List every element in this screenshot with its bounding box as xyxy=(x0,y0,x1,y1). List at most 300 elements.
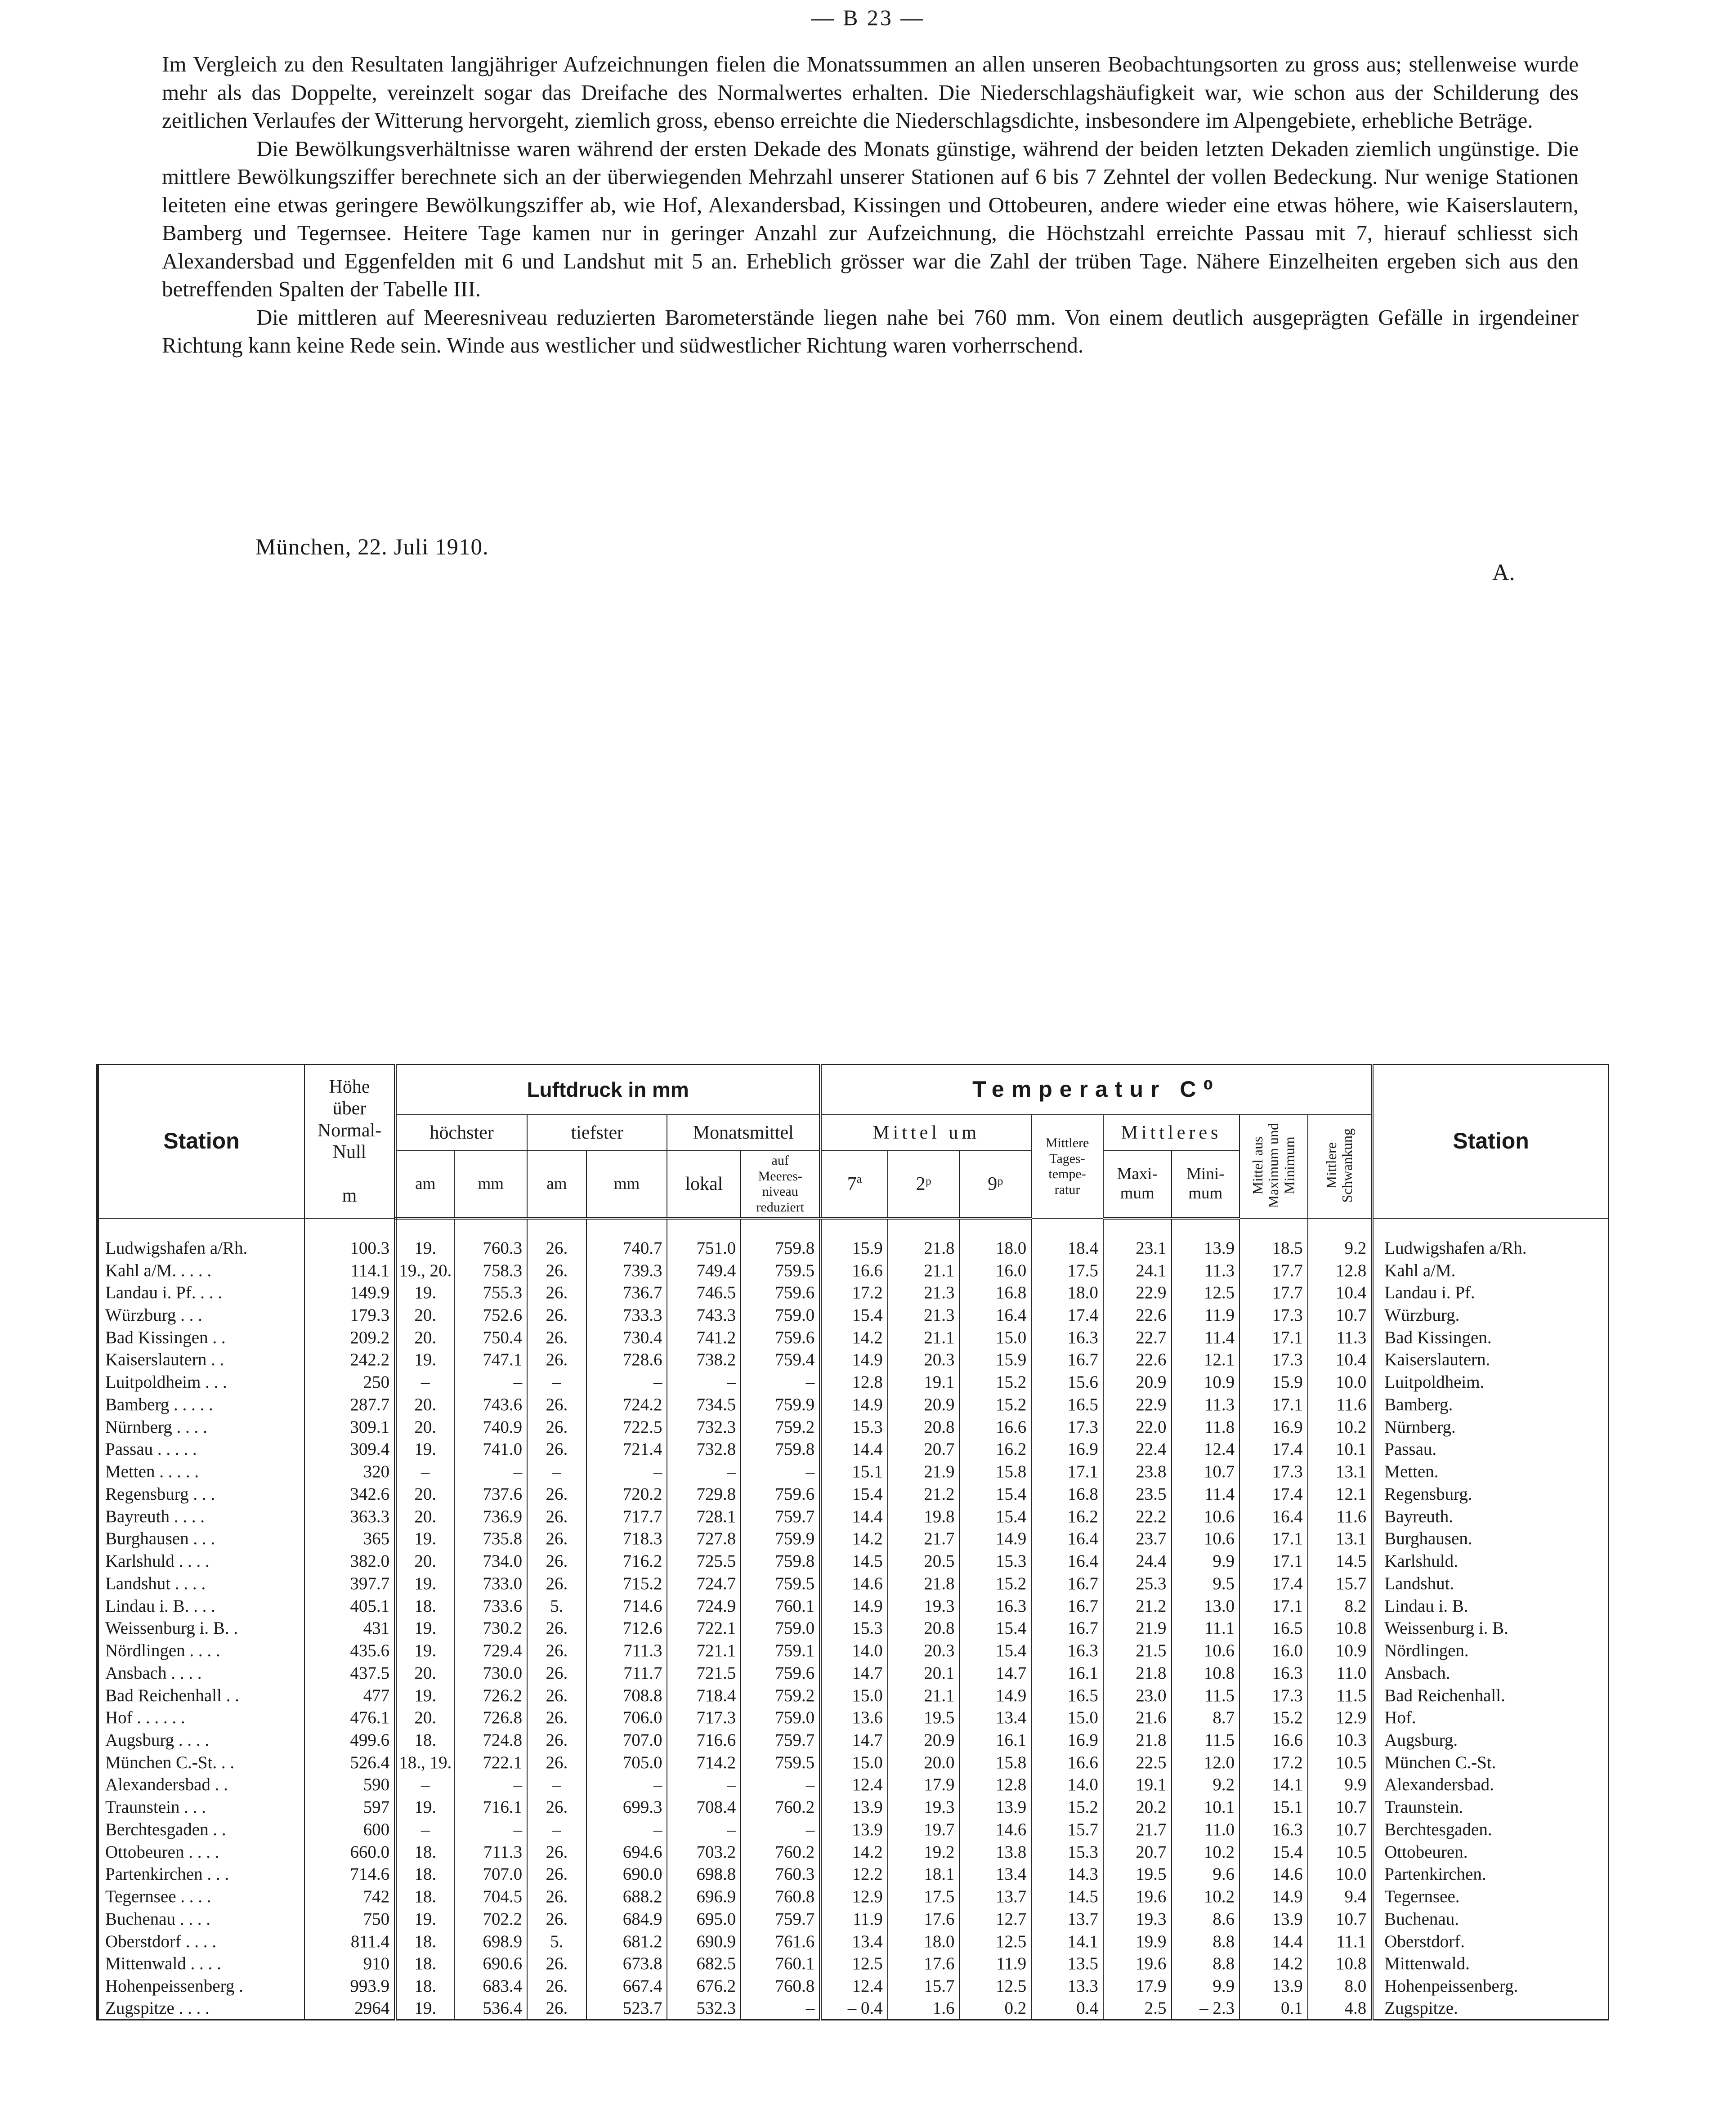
temp-7a: 12.2 xyxy=(820,1863,888,1886)
mean-local: 749.4 xyxy=(667,1259,741,1282)
signature: A. xyxy=(1492,560,1515,586)
max-pressure-day: 19. xyxy=(395,1908,454,1930)
header-mittel-aus xyxy=(1239,1115,1308,1218)
table-row xyxy=(98,1438,1609,1461)
height: 476.1 xyxy=(304,1707,395,1729)
mean-range: 9.9 xyxy=(1308,1774,1373,1796)
temp-2p: 20.7 xyxy=(888,1438,960,1461)
station-name-right: Nürnberg. xyxy=(1372,1416,1609,1438)
max-pressure-day: 19. xyxy=(395,1997,454,2020)
mean-min: 11.3 xyxy=(1172,1259,1240,1282)
temp-2p: 19.8 xyxy=(888,1505,960,1528)
header-minimum-line: Mini- xyxy=(1186,1165,1225,1184)
temp-9p: 18.0 xyxy=(959,1237,1031,1259)
mean-daily-temp: 17.1 xyxy=(1031,1461,1103,1483)
mean-sea-level: 759.5 xyxy=(741,1572,820,1595)
max-pressure: 730.2 xyxy=(454,1617,527,1640)
header-hoehe-unit: m xyxy=(342,1185,357,1206)
mean-sea-level: 759.0 xyxy=(741,1617,820,1640)
min-pressure: 712.6 xyxy=(586,1617,667,1640)
max-pressure-day: 18. xyxy=(395,1930,454,1953)
mean-max: 21.5 xyxy=(1103,1640,1172,1662)
mean-min: 8.8 xyxy=(1172,1930,1240,1953)
station-name-right: Berchtesgaden. xyxy=(1372,1819,1609,1841)
mean-sea-level: 759.5 xyxy=(741,1751,820,1774)
mean-sea-level: 759.6 xyxy=(741,1326,820,1349)
mean-max: 21.8 xyxy=(1103,1662,1172,1684)
max-pressure-day: 20. xyxy=(395,1550,454,1573)
temp-9p: 16.8 xyxy=(959,1282,1031,1304)
station-name: Zugspitze . . . . xyxy=(98,1997,304,2020)
max-pressure-day: 18. xyxy=(395,1595,454,1617)
header-tiefster: tiefster xyxy=(527,1115,667,1151)
mean-daily-temp: 15.7 xyxy=(1031,1819,1103,1841)
min-pressure: 715.2 xyxy=(586,1572,667,1595)
mean-local: – xyxy=(667,1461,741,1483)
temp-7a: 12.8 xyxy=(820,1371,888,1394)
spacer-cell xyxy=(1239,1218,1308,1237)
height: 597 xyxy=(304,1796,395,1819)
station-name-right: Bad Kissingen. xyxy=(1372,1326,1609,1349)
table-row xyxy=(98,1886,1609,1908)
max-pressure-day: 19. xyxy=(395,1237,454,1259)
min-pressure: 707.0 xyxy=(586,1729,667,1752)
header-9p: 9ᵖ xyxy=(959,1151,1031,1218)
header-mittel-aus-line: Maximum und xyxy=(1265,1122,1282,1208)
mean-min: 11.1 xyxy=(1172,1617,1240,1640)
station-name-right: Bamberg. xyxy=(1372,1394,1609,1416)
min-pressure-day: – xyxy=(527,1461,586,1483)
max-pressure-day: 20. xyxy=(395,1505,454,1528)
mean-range: 11.1 xyxy=(1308,1930,1373,1953)
min-pressure: 728.6 xyxy=(586,1349,667,1371)
mean-sea-level: 760.2 xyxy=(741,1841,820,1863)
temp-7a: 11.9 xyxy=(820,1908,888,1930)
station-name: Mittenwald . . . . xyxy=(98,1953,304,1975)
station-name: Passau . . . . . xyxy=(98,1438,304,1461)
mean-daily-temp: 16.9 xyxy=(1031,1438,1103,1461)
mean-range: 10.8 xyxy=(1308,1617,1373,1640)
header-tagestemp-line: ratur xyxy=(1054,1182,1080,1197)
max-pressure-day: 19. xyxy=(395,1572,454,1595)
mean-range: 10.7 xyxy=(1308,1819,1373,1841)
station-name-right: Würzburg. xyxy=(1372,1304,1609,1327)
temp-9p: 0.2 xyxy=(959,1997,1031,2020)
mean-min: 11.5 xyxy=(1172,1684,1240,1707)
temp-9p: 15.2 xyxy=(959,1572,1031,1595)
min-pressure-day: 26. xyxy=(527,1483,586,1506)
min-pressure-day: 26. xyxy=(527,1237,586,1259)
mean-daily-temp: 15.3 xyxy=(1031,1841,1103,1863)
max-pressure-day: 20. xyxy=(395,1326,454,1349)
min-pressure: – xyxy=(586,1461,667,1483)
mean-min: 12.1 xyxy=(1172,1349,1240,1371)
max-pressure-day: 20. xyxy=(395,1483,454,1506)
header-tagestemp-line: tempe- xyxy=(1048,1167,1086,1181)
temp-2p: 1.6 xyxy=(888,1997,960,2020)
mean-daily-temp: 16.2 xyxy=(1031,1505,1103,1528)
mean-local: 738.2 xyxy=(667,1349,741,1371)
min-pressure: 740.7 xyxy=(586,1237,667,1259)
intro-paragraph: Die mittleren auf Meeresniveau reduzierten Barometerstände liegen nahe bei 760 mm. Von einem deutlich ausgeprägten Gefälle in irgendeiner Richtung kann keine Rede sein. Winde aus westlicher und südwestlicher Richtung waren vorherrschend. xyxy=(162,304,1579,358)
temp-2p: 15.7 xyxy=(888,1975,960,1998)
height: 2964 xyxy=(304,1997,395,2020)
mean-max-min: 14.9 xyxy=(1239,1886,1308,1908)
height: 100.3 xyxy=(304,1237,395,1259)
min-pressure-day: – xyxy=(527,1819,586,1841)
min-pressure: 736.7 xyxy=(586,1282,667,1304)
max-pressure: – xyxy=(454,1371,527,1394)
temp-7a: 12.9 xyxy=(820,1886,888,1908)
mean-range: 11.6 xyxy=(1308,1394,1373,1416)
mean-range: 9.2 xyxy=(1308,1237,1373,1259)
station-name: Bamberg . . . . . xyxy=(98,1394,304,1416)
height: 363.3 xyxy=(304,1505,395,1528)
mean-sea-level: 759.9 xyxy=(741,1394,820,1416)
mean-sea-level: 759.8 xyxy=(741,1550,820,1573)
station-name-right: Nördlingen. xyxy=(1372,1640,1609,1662)
height: 600 xyxy=(304,1819,395,1841)
station-name-right: Oberstdorf. xyxy=(1372,1930,1609,1953)
mean-local: 729.8 xyxy=(667,1483,741,1506)
height: 382.0 xyxy=(304,1550,395,1573)
station-name: Ansbach . . . . xyxy=(98,1662,304,1684)
temp-9p: 12.5 xyxy=(959,1930,1031,1953)
mean-max-min: 17.7 xyxy=(1239,1282,1308,1304)
min-pressure-day: 26. xyxy=(527,1997,586,2020)
station-name-right: Alexandersbad. xyxy=(1372,1774,1609,1796)
intro-paragraph: Die Bewölkungsverhältnisse waren während der ersten Dekade des Monats günstige, während der beiden letzten Dekaden ziemlich ungünstige. Die mittlere Bewölkungsziffer berechnete sich an der überwiegenden Mehrzahl unserer Stationen auf 6 bis 7 Zehntel der vollen Bedeckung. Nur wenige Stationen leiteten eine etwas geringere Bewölkungsziffer ab, wie Hof, Alexandersbad, Kissingen und Ottobeuren, andere wieder eine etwas höhere, wie Kaiserslautern, Bamberg und Tegernsee. Heitere Tage kamen nur in geringer Anzahl zur Aufzeichnung, die Höchstzahl erreichte Passau mit 7, hierauf schliesst sich Alexandersbad und Eggenfelden mit 6 und Landshut mit 5 an. Erheblich grösser war die Zahl der trüben Tage. Nähere Einzelheiten ergeben sich aus den betreffenden Spalten der Tabelle III. xyxy=(162,136,1579,301)
min-pressure-day: – xyxy=(527,1774,586,1796)
temp-7a: 14.7 xyxy=(820,1729,888,1752)
height: 287.7 xyxy=(304,1394,395,1416)
max-pressure: 702.2 xyxy=(454,1908,527,1930)
station-name-right: Kaiserslautern. xyxy=(1372,1349,1609,1371)
mean-daily-temp: 17.5 xyxy=(1031,1259,1103,1282)
mean-max: 22.9 xyxy=(1103,1282,1172,1304)
max-pressure-day: 19. xyxy=(395,1528,454,1550)
mean-min: 9.6 xyxy=(1172,1863,1240,1886)
mean-sea-level: 760.8 xyxy=(741,1975,820,1998)
mean-daily-temp: 15.0 xyxy=(1031,1707,1103,1729)
mean-min: 10.6 xyxy=(1172,1528,1240,1550)
height: 431 xyxy=(304,1617,395,1640)
temp-7a: 13.4 xyxy=(820,1930,888,1953)
mean-sea-level: 759.8 xyxy=(741,1237,820,1259)
mean-max-min: 17.3 xyxy=(1239,1461,1308,1483)
station-name: Kahl a/M. . . . . xyxy=(98,1259,304,1282)
temp-7a: 14.9 xyxy=(820,1349,888,1371)
station-name-right: Traunstein. xyxy=(1372,1796,1609,1819)
header-temperatur xyxy=(820,1064,1372,1115)
max-pressure-day: 19. xyxy=(395,1640,454,1662)
temp-2p: 21.1 xyxy=(888,1326,960,1349)
mean-min: 10.1 xyxy=(1172,1796,1240,1819)
header-minimum xyxy=(1172,1151,1240,1218)
station-name: Luitpoldheim . . . xyxy=(98,1371,304,1394)
max-pressure-day: 19. xyxy=(395,1349,454,1371)
mean-range: 14.5 xyxy=(1308,1550,1373,1573)
mean-range: 8.0 xyxy=(1308,1975,1373,1998)
mean-range: 11.3 xyxy=(1308,1326,1373,1349)
mean-max-min: 15.4 xyxy=(1239,1841,1308,1863)
temp-2p: 20.3 xyxy=(888,1349,960,1371)
max-pressure-day: 18. xyxy=(395,1953,454,1975)
mean-local: 698.8 xyxy=(667,1863,741,1886)
height: 811.4 xyxy=(304,1930,395,1953)
station-name-right: Zugspitze. xyxy=(1372,1997,1609,2020)
station-name: Landshut . . . . xyxy=(98,1572,304,1595)
max-pressure: 704.5 xyxy=(454,1886,527,1908)
table-row xyxy=(98,1461,1609,1483)
table-row xyxy=(98,1908,1609,1930)
max-pressure: 711.3 xyxy=(454,1841,527,1863)
mean-sea-level: 759.8 xyxy=(741,1438,820,1461)
table-row xyxy=(98,1349,1609,1371)
mean-local: 695.0 xyxy=(667,1908,741,1930)
mean-daily-temp: 18.0 xyxy=(1031,1282,1103,1304)
temp-9p: 14.9 xyxy=(959,1528,1031,1550)
max-pressure-day: 19. xyxy=(395,1796,454,1819)
mean-local: – xyxy=(667,1819,741,1841)
temp-7a: 14.4 xyxy=(820,1438,888,1461)
mean-daily-temp: 16.5 xyxy=(1031,1394,1103,1416)
mean-daily-temp: 14.5 xyxy=(1031,1886,1103,1908)
header-schwankung-line: Mittlere xyxy=(1323,1142,1340,1189)
header-mm: mm xyxy=(586,1151,667,1218)
temp-2p: 18.0 xyxy=(888,1930,960,1953)
mean-max-min: 13.9 xyxy=(1239,1975,1308,1998)
temp-2p: 21.1 xyxy=(888,1684,960,1707)
max-pressure: 690.6 xyxy=(454,1953,527,1975)
mean-max-min: 16.3 xyxy=(1239,1819,1308,1841)
mean-sea-level: 760.3 xyxy=(741,1863,820,1886)
mean-max: 24.4 xyxy=(1103,1550,1172,1573)
height: 477 xyxy=(304,1684,395,1707)
temp-9p: 16.3 xyxy=(959,1595,1031,1617)
mean-daily-temp: 16.4 xyxy=(1031,1550,1103,1573)
temp-2p: 17.5 xyxy=(888,1886,960,1908)
header-hoehe-line: über xyxy=(332,1098,367,1119)
intro-text xyxy=(162,50,1579,360)
max-pressure: 736.9 xyxy=(454,1505,527,1528)
temp-9p: 13.8 xyxy=(959,1841,1031,1863)
station-name: Würzburg . . . xyxy=(98,1304,304,1327)
table-body xyxy=(98,1218,1609,2020)
station-name: Nürnberg . . . . xyxy=(98,1416,304,1438)
mean-daily-temp: 16.9 xyxy=(1031,1729,1103,1752)
header-mittel-aus-line: Minimum xyxy=(1281,1136,1298,1194)
max-pressure-day: 19., 20. xyxy=(395,1259,454,1282)
table-row xyxy=(98,1707,1609,1729)
height: 320 xyxy=(304,1461,395,1483)
temp-7a: 15.9 xyxy=(820,1237,888,1259)
mean-local: – xyxy=(667,1371,741,1394)
temp-2p: 20.0 xyxy=(888,1751,960,1774)
table-row xyxy=(98,1997,1609,2020)
mean-max: 23.8 xyxy=(1103,1461,1172,1483)
header-temperatur-label: Temperatur C⁰ xyxy=(972,1077,1221,1102)
mean-local: 714.2 xyxy=(667,1751,741,1774)
height: 114.1 xyxy=(304,1259,395,1282)
header-station-right xyxy=(1372,1064,1609,1218)
height: 365 xyxy=(304,1528,395,1550)
mean-max: 21.9 xyxy=(1103,1617,1172,1640)
height: 250 xyxy=(304,1371,395,1394)
table-row xyxy=(98,1841,1609,1863)
mean-local: 727.8 xyxy=(667,1528,741,1550)
mean-sea-level: 759.7 xyxy=(741,1908,820,1930)
header-tagestemp-line: Mittlere xyxy=(1045,1135,1089,1150)
mean-daily-temp: 16.7 xyxy=(1031,1617,1103,1640)
temp-2p: 21.9 xyxy=(888,1461,960,1483)
min-pressure: – xyxy=(586,1371,667,1394)
station-name-right: Landshut. xyxy=(1372,1572,1609,1595)
mean-max-min: 17.3 xyxy=(1239,1304,1308,1327)
mean-max-min: 17.4 xyxy=(1239,1572,1308,1595)
table-row xyxy=(98,1237,1609,1259)
temp-9p: 16.2 xyxy=(959,1438,1031,1461)
mean-sea-level: 759.6 xyxy=(741,1282,820,1304)
mean-max-min: 0.1 xyxy=(1239,1997,1308,2020)
mean-local: 722.1 xyxy=(667,1617,741,1640)
station-name: Oberstdorf . . . . xyxy=(98,1930,304,1953)
max-pressure-day: 18. xyxy=(395,1841,454,1863)
mean-range: 10.0 xyxy=(1308,1863,1373,1886)
min-pressure: – xyxy=(586,1774,667,1796)
min-pressure-day: 5. xyxy=(527,1595,586,1617)
height: 179.3 xyxy=(304,1304,395,1327)
mean-range: 10.8 xyxy=(1308,1953,1373,1975)
min-pressure: 688.2 xyxy=(586,1886,667,1908)
mean-local: 690.9 xyxy=(667,1930,741,1953)
min-pressure-day: 26. xyxy=(527,1304,586,1327)
max-pressure-day: 18. xyxy=(395,1729,454,1752)
header-mittel-aus-label xyxy=(1250,1123,1298,1208)
mean-max: 20.2 xyxy=(1103,1796,1172,1819)
mean-min: 9.9 xyxy=(1172,1975,1240,1998)
mean-max-min: 14.4 xyxy=(1239,1930,1308,1953)
temp-2p: 19.3 xyxy=(888,1595,960,1617)
header-maximum-line: Maxi- xyxy=(1117,1165,1158,1184)
mean-sea-level: 759.4 xyxy=(741,1349,820,1371)
mean-daily-temp: 16.8 xyxy=(1031,1483,1103,1506)
max-pressure: 758.3 xyxy=(454,1259,527,1282)
mean-max: 22.0 xyxy=(1103,1416,1172,1438)
mean-sea-level: 759.2 xyxy=(741,1684,820,1707)
mean-max: 21.8 xyxy=(1103,1729,1172,1752)
station-name-right: Augsburg. xyxy=(1372,1729,1609,1752)
min-pressure-day: 26. xyxy=(527,1572,586,1595)
table-row xyxy=(98,1326,1609,1349)
mean-daily-temp: 13.3 xyxy=(1031,1975,1103,1998)
temp-7a: 12.4 xyxy=(820,1975,888,1998)
mean-max: 23.7 xyxy=(1103,1528,1172,1550)
temp-2p: 21.3 xyxy=(888,1304,960,1327)
mean-min: 12.0 xyxy=(1172,1751,1240,1774)
mean-max: 20.9 xyxy=(1103,1371,1172,1394)
spacer-cell xyxy=(820,1218,888,1237)
mean-range: 10.2 xyxy=(1308,1416,1373,1438)
station-name-right: Ludwigshafen a/Rh. xyxy=(1372,1237,1609,1259)
max-pressure: 735.8 xyxy=(454,1528,527,1550)
height: 660.0 xyxy=(304,1841,395,1863)
temp-7a: 14.9 xyxy=(820,1394,888,1416)
table-row xyxy=(98,1528,1609,1550)
station-name-right: Mittenwald. xyxy=(1372,1953,1609,1975)
mean-sea-level: 760.8 xyxy=(741,1886,820,1908)
mean-max-min: 14.6 xyxy=(1239,1863,1308,1886)
temp-7a: 15.0 xyxy=(820,1684,888,1707)
min-pressure-day: 26. xyxy=(527,1617,586,1640)
mean-daily-temp: 13.7 xyxy=(1031,1908,1103,1930)
header-meeresniveau-line: auf xyxy=(771,1153,789,1168)
spacer-cell xyxy=(527,1218,586,1237)
mean-max-min: 16.4 xyxy=(1239,1505,1308,1528)
max-pressure: 743.6 xyxy=(454,1394,527,1416)
min-pressure-day: 26. xyxy=(527,1438,586,1461)
max-pressure: 683.4 xyxy=(454,1975,527,1998)
temp-9p: 13.7 xyxy=(959,1886,1031,1908)
height: 750 xyxy=(304,1908,395,1930)
mean-max: 22.4 xyxy=(1103,1438,1172,1461)
min-pressure-day: 26. xyxy=(527,1707,586,1729)
min-pressure: 717.7 xyxy=(586,1505,667,1528)
mean-min: 10.6 xyxy=(1172,1640,1240,1662)
mean-min: 8.8 xyxy=(1172,1953,1240,1975)
min-pressure-day: 26. xyxy=(527,1841,586,1863)
mean-max: 22.7 xyxy=(1103,1326,1172,1349)
min-pressure-day: 26. xyxy=(527,1416,586,1438)
max-pressure: 734.0 xyxy=(454,1550,527,1573)
table-row xyxy=(98,1662,1609,1684)
max-pressure-day: 18. xyxy=(395,1975,454,1998)
min-pressure-day: 26. xyxy=(527,1751,586,1774)
mean-range: 10.7 xyxy=(1308,1796,1373,1819)
min-pressure-day: 26. xyxy=(527,1505,586,1528)
temp-9p: 14.6 xyxy=(959,1819,1031,1841)
mean-local: 682.5 xyxy=(667,1953,741,1975)
mean-range: 12.9 xyxy=(1308,1707,1373,1729)
max-pressure: 750.4 xyxy=(454,1326,527,1349)
spacer-cell xyxy=(741,1218,820,1237)
mean-sea-level: 759.6 xyxy=(741,1662,820,1684)
mean-max-min: 17.1 xyxy=(1239,1550,1308,1573)
height: 437.5 xyxy=(304,1662,395,1684)
min-pressure-day: 26. xyxy=(527,1975,586,1998)
min-pressure: 720.2 xyxy=(586,1483,667,1506)
mean-sea-level: – xyxy=(741,1997,820,2020)
station-name: Weissenburg i. B. . xyxy=(98,1617,304,1640)
temp-9p: 16.6 xyxy=(959,1416,1031,1438)
mean-max-min: 17.1 xyxy=(1239,1394,1308,1416)
temp-2p: 17.6 xyxy=(888,1908,960,1930)
temp-7a: 15.3 xyxy=(820,1617,888,1640)
table-row xyxy=(98,1371,1609,1394)
mean-max: 22.9 xyxy=(1103,1394,1172,1416)
height: 993.9 xyxy=(304,1975,395,1998)
height: 242.2 xyxy=(304,1349,395,1371)
table-row xyxy=(98,1953,1609,1975)
max-pressure: 724.8 xyxy=(454,1729,527,1752)
header-meeresniveau xyxy=(741,1151,820,1218)
table-row xyxy=(98,1640,1609,1662)
mean-sea-level: 759.7 xyxy=(741,1505,820,1528)
mean-local: 734.5 xyxy=(667,1394,741,1416)
table-row xyxy=(98,1774,1609,1796)
mean-sea-level: 761.6 xyxy=(741,1930,820,1953)
station-name: Lindau i. B. . . . xyxy=(98,1595,304,1617)
